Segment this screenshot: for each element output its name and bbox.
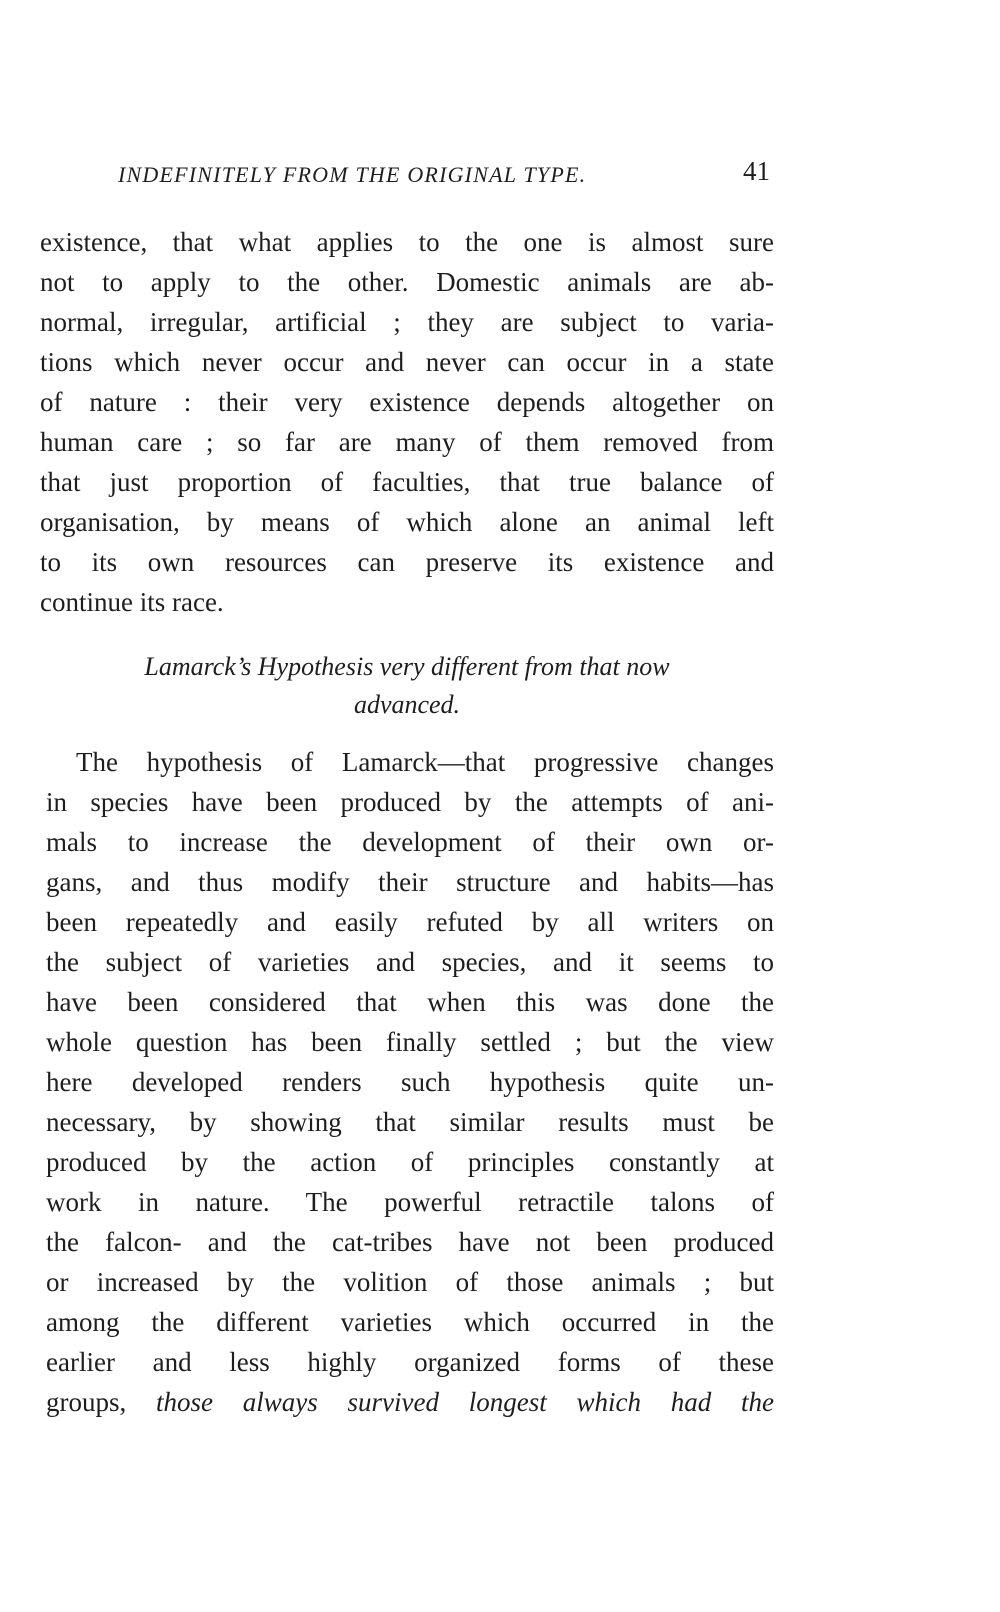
text-line: continue its race. <box>40 587 224 617</box>
text-line: necessary, by showing that similar results must be <box>46 1107 774 1137</box>
text-line: organisation, by means of which alone an animal left <box>40 507 774 537</box>
text-line: or increased by the volition of those animals ; but <box>46 1267 774 1297</box>
paragraph-continued <box>40 222 774 622</box>
text-line: whole question has been finally settled ; but the view <box>46 1027 774 1057</box>
text-line: produced by the action of principles constantly at <box>46 1147 774 1177</box>
text-line: the falcon- and the cat-tribes have not been produced <box>46 1227 774 1257</box>
italic-emphasis: those always survived longest which had the <box>156 1387 775 1417</box>
text-line: of nature : their very existence depends altogether on <box>40 387 774 417</box>
text-line: the subject of varieties and species, and it seems to <box>46 947 774 977</box>
text-line: normal, irregular, artificial ; they are subject to varia- <box>40 307 774 337</box>
page-number: 41 <box>743 156 770 186</box>
text-line: work in nature. The powerful retractile talons of <box>46 1187 774 1217</box>
text-line: gans, and thus modify their structure and habits—has <box>46 867 774 897</box>
page-header <box>40 152 770 192</box>
text-line: to its own resources can preserve its existence and <box>40 547 774 577</box>
text-line: existence, that what applies to the one is almost sure <box>40 227 774 257</box>
text-line: tions which never occur and never can occur in a state <box>40 347 774 377</box>
text-line: here developed renders such hypothesis quite un- <box>46 1067 774 1097</box>
text-line: human care ; so far are many of them removed from <box>40 427 774 457</box>
text-line-final <box>46 1382 774 1422</box>
heading-line: Lamarck’s Hypothesis very different from that now <box>144 652 670 681</box>
text-line: The hypothesis of Lamarck—that progressive changes <box>76 747 774 777</box>
text-line: not to apply to the other. Domestic animals are ab- <box>40 267 774 297</box>
text-line: among the different varieties which occurred in the <box>46 1307 774 1337</box>
text-line: been repeatedly and easily refuted by all writers on <box>46 907 774 937</box>
running-title: INDEFINITELY FROM THE ORIGINAL TYPE. <box>118 162 587 187</box>
text-line: in species have been produced by the attempts of ani- <box>46 787 774 817</box>
text-segment: groups, <box>46 1387 127 1417</box>
text-line: mals to increase the development of their own or- <box>46 827 774 857</box>
section-heading <box>40 648 774 724</box>
text-line: earlier and less highly organized forms of these <box>46 1347 774 1377</box>
text-line: that just proportion of faculties, that true balance of <box>40 467 774 497</box>
text-line: have been considered that when this was done the <box>46 987 774 1017</box>
heading-line: advanced. <box>353 690 461 719</box>
paragraph-lamarck <box>46 742 774 1422</box>
